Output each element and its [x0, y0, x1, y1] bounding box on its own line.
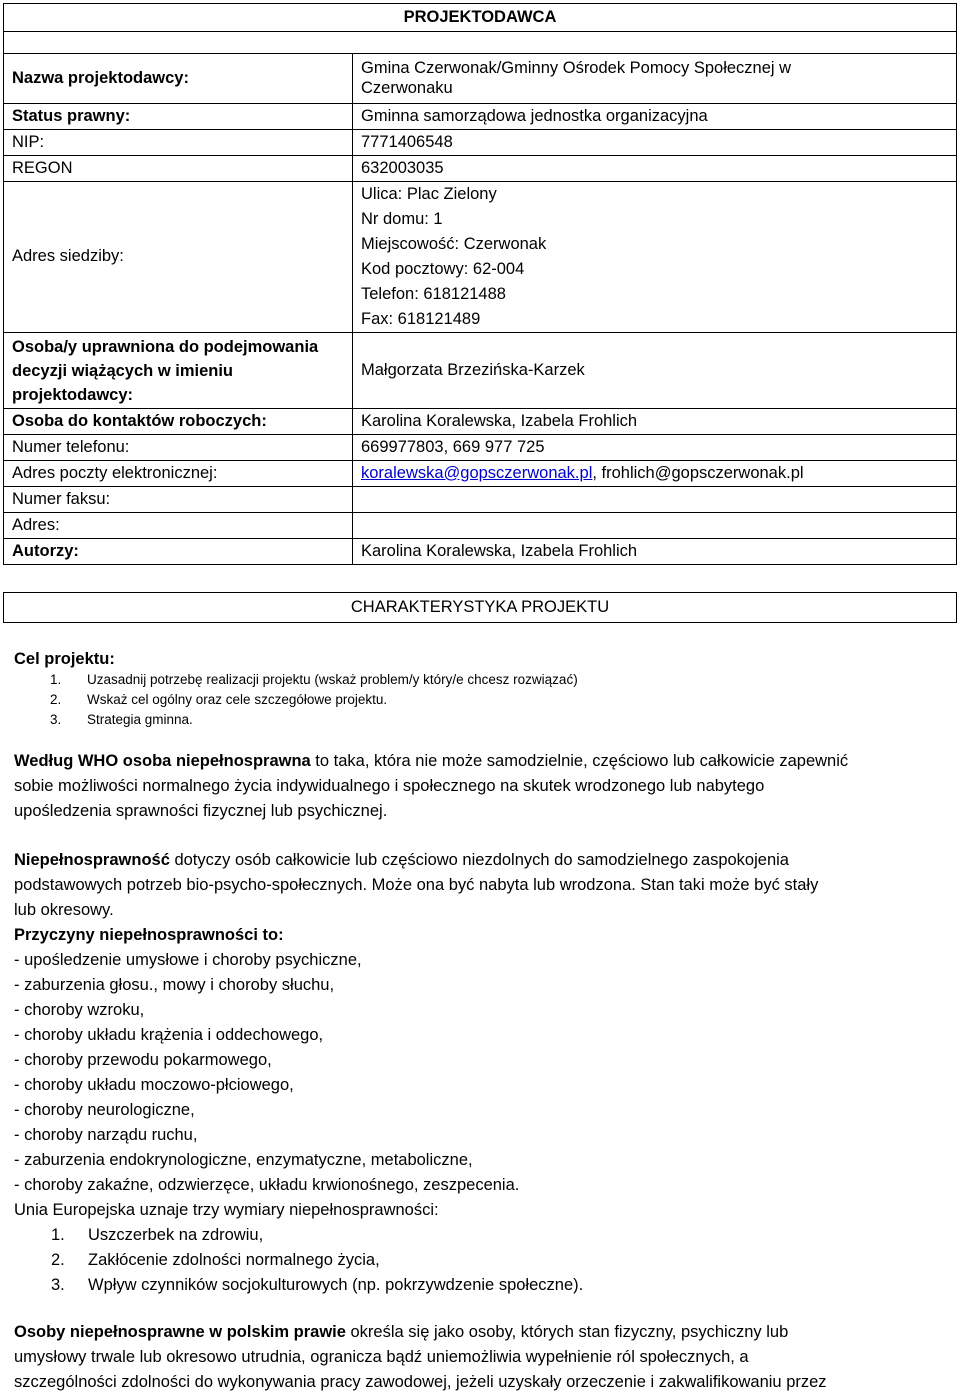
addr-label: Adres: — [4, 513, 353, 539]
cause-item: - zaburzenia endokrynologiczne, enzymatyczne, metaboliczne, — [14, 1151, 473, 1169]
nip-value: 7771406548 — [353, 130, 957, 156]
regon-value: 632003035 — [353, 156, 957, 182]
causes-heading: Przyczyny niepełnosprawności to: — [14, 926, 284, 944]
authors-value: Karolina Koralewska, Izabela Frohlich — [353, 539, 957, 565]
authorized-label: Osoba/y uprawniona do podejmowania decyzji wiążących w imieniu projektodawcy: — [4, 333, 353, 409]
name-value: Gmina Czerwonak/Gminny Ośrodek Pomocy Społecznej w Czerwonaku — [353, 54, 957, 104]
charakterystyka-header: CHARAKTERYSTYKA PROJEKTU — [4, 593, 957, 623]
cause-item: - choroby przewodu pokarmowego, — [14, 1051, 272, 1069]
email-link[interactable]: koralewska@gopsczerwonak.pl — [361, 463, 593, 482]
np-paragraph: Niepełnosprawność dotyczy osób całkowicie lub częściowo niezdolnych do samodzielnego zaspokojenia podstawowych potrzeb bio-psycho-społecznych. Może ona być nabyta lub wrodzona. Stan taki może być stały lub okresowy. Przyczyny niepełnosprawności to: - upośledzenie umysłowe i choroby psychiczne, - zaburzenia głosu., mowy i choroby słuchu, - choroby wzroku, - choroby układu krążenia i oddechowego, - choroby przewodu pokarmowego, - choroby układu moczowo-płciowego, - choroby neurologiczne, - choroby narządu ruchu, - zaburzenia endokrynologiczne, enzymatyczne, metaboliczne, - choroby zakaźne, odzwierzęce, układu krwionośnego, zeszpecenia. Unia Europejska uznaje trzy wymiary niepełnosprawności: 1. Uszczerbek na zdrowiu, 2. Zakłócenie zdolności normalnego życia, 3. Wpływ czynników socjokulturowych (np. pokrzywdzenie społeczne). — [14, 848, 949, 1298]
goal-item: 1. Uzasadnij potrzebę realizacji projektu (wskaż problem/y który/e chcesz rozwiązać) — [50, 672, 578, 687]
status-label: Status prawny: — [4, 104, 353, 130]
phone-value: 669977803, 669 977 725 — [353, 435, 957, 461]
cause-item: - zaburzenia głosu., mowy i choroby słuchu, — [14, 976, 335, 994]
who-paragraph: Według WHO osoba niepełnosprawna to taka, która nie może samodzielnie, częściowo lub całkowicie zapewnić sobie możliwości normalnego życia indywidualnego i społecznego na skutek wrodzonego lub nabytego upośledzenia sprawności fizycznej lub psychicznej. — [14, 752, 849, 820]
fax-label: Numer faksu: — [4, 487, 353, 513]
address-label: Adres siedziby: — [4, 182, 353, 333]
eu-intro: Unia Europejska uznaje trzy wymiary niepełnosprawności: — [14, 1201, 439, 1219]
goal-label: Cel projektu: — [14, 650, 115, 668]
cause-item: - choroby wzroku, — [14, 1001, 145, 1019]
nip-label: NIP: — [4, 130, 353, 156]
law-paragraph: Osoby niepełnosprawne w polskim prawie określa się jako osoby, których stan fizyczny, psychiczny lub umysłowy trwale lub okresowo utrudnia, ogranicza bądź uniemożliwia wypełnienie ról społecznych, a szczególności zdolności do wykonywania pracy zawodowej, jeżeli uzyskały orzeczenie i zakwalifikowaniu przez — [14, 1323, 827, 1391]
eu-item: 1. Uszczerbek na zdrowiu, — [51, 1226, 264, 1244]
contact-label: Osoba do kontaktów roboczych: — [4, 409, 353, 435]
goal-item: 2. Wskaż cel ogólny oraz cele szczegółowe projektu. — [50, 692, 388, 707]
eu-item: 2. Zakłócenie zdolności normalnego życia, — [51, 1251, 380, 1269]
authorized-value: Małgorzata Brzezińska-Karzek — [353, 333, 957, 409]
address-value: Ulica: Plac Zielony Nr domu: 1 Miejscowość: Czerwonak Kod pocztowy: 62-004 Telefon: 618121488 Fax: 618121489 — [353, 182, 957, 333]
charakterystyka-table — [3, 592, 957, 623]
cause-item: - choroby układu krążenia i oddechowego, — [14, 1026, 324, 1044]
cause-item: - choroby zakaźne, odzwierzęce, układu krwionośnego, zeszpecenia. — [14, 1176, 520, 1194]
cause-item: - choroby narządu ruchu, — [14, 1126, 198, 1144]
cause-item: - choroby neurologiczne, — [14, 1101, 195, 1119]
contact-value: Karolina Koralewska, Izabela Frohlich — [353, 409, 957, 435]
cause-item: - upośledzenie umysłowe i choroby psychiczne, — [14, 951, 362, 969]
eu-item: 3. Wpływ czynników socjokulturowych (np. pokrzywdzenie społeczne). — [51, 1276, 584, 1294]
fax-value — [353, 487, 957, 513]
addr-value — [353, 513, 957, 539]
status-value: Gminna samorządowa jednostka organizacyjna — [353, 104, 957, 130]
regon-label: REGON — [4, 156, 353, 182]
goals-list — [50, 670, 578, 730]
name-label: Nazwa projektodawcy: — [4, 54, 353, 104]
email-label: Adres poczty elektronicznej: — [4, 461, 353, 487]
projektodawca-table — [3, 3, 957, 565]
authors-label: Autorzy: — [4, 539, 353, 565]
projektodawca-header: PROJEKTODAWCA — [4, 4, 957, 32]
email-value — [353, 461, 957, 487]
cause-item: - choroby układu moczowo-płciowego, — [14, 1076, 294, 1094]
phone-label: Numer telefonu: — [4, 435, 353, 461]
goal-item: 3. Strategia gminna. — [50, 712, 193, 727]
email-rest: , frohlich@gopsczerwonak.pl — [592, 463, 804, 482]
